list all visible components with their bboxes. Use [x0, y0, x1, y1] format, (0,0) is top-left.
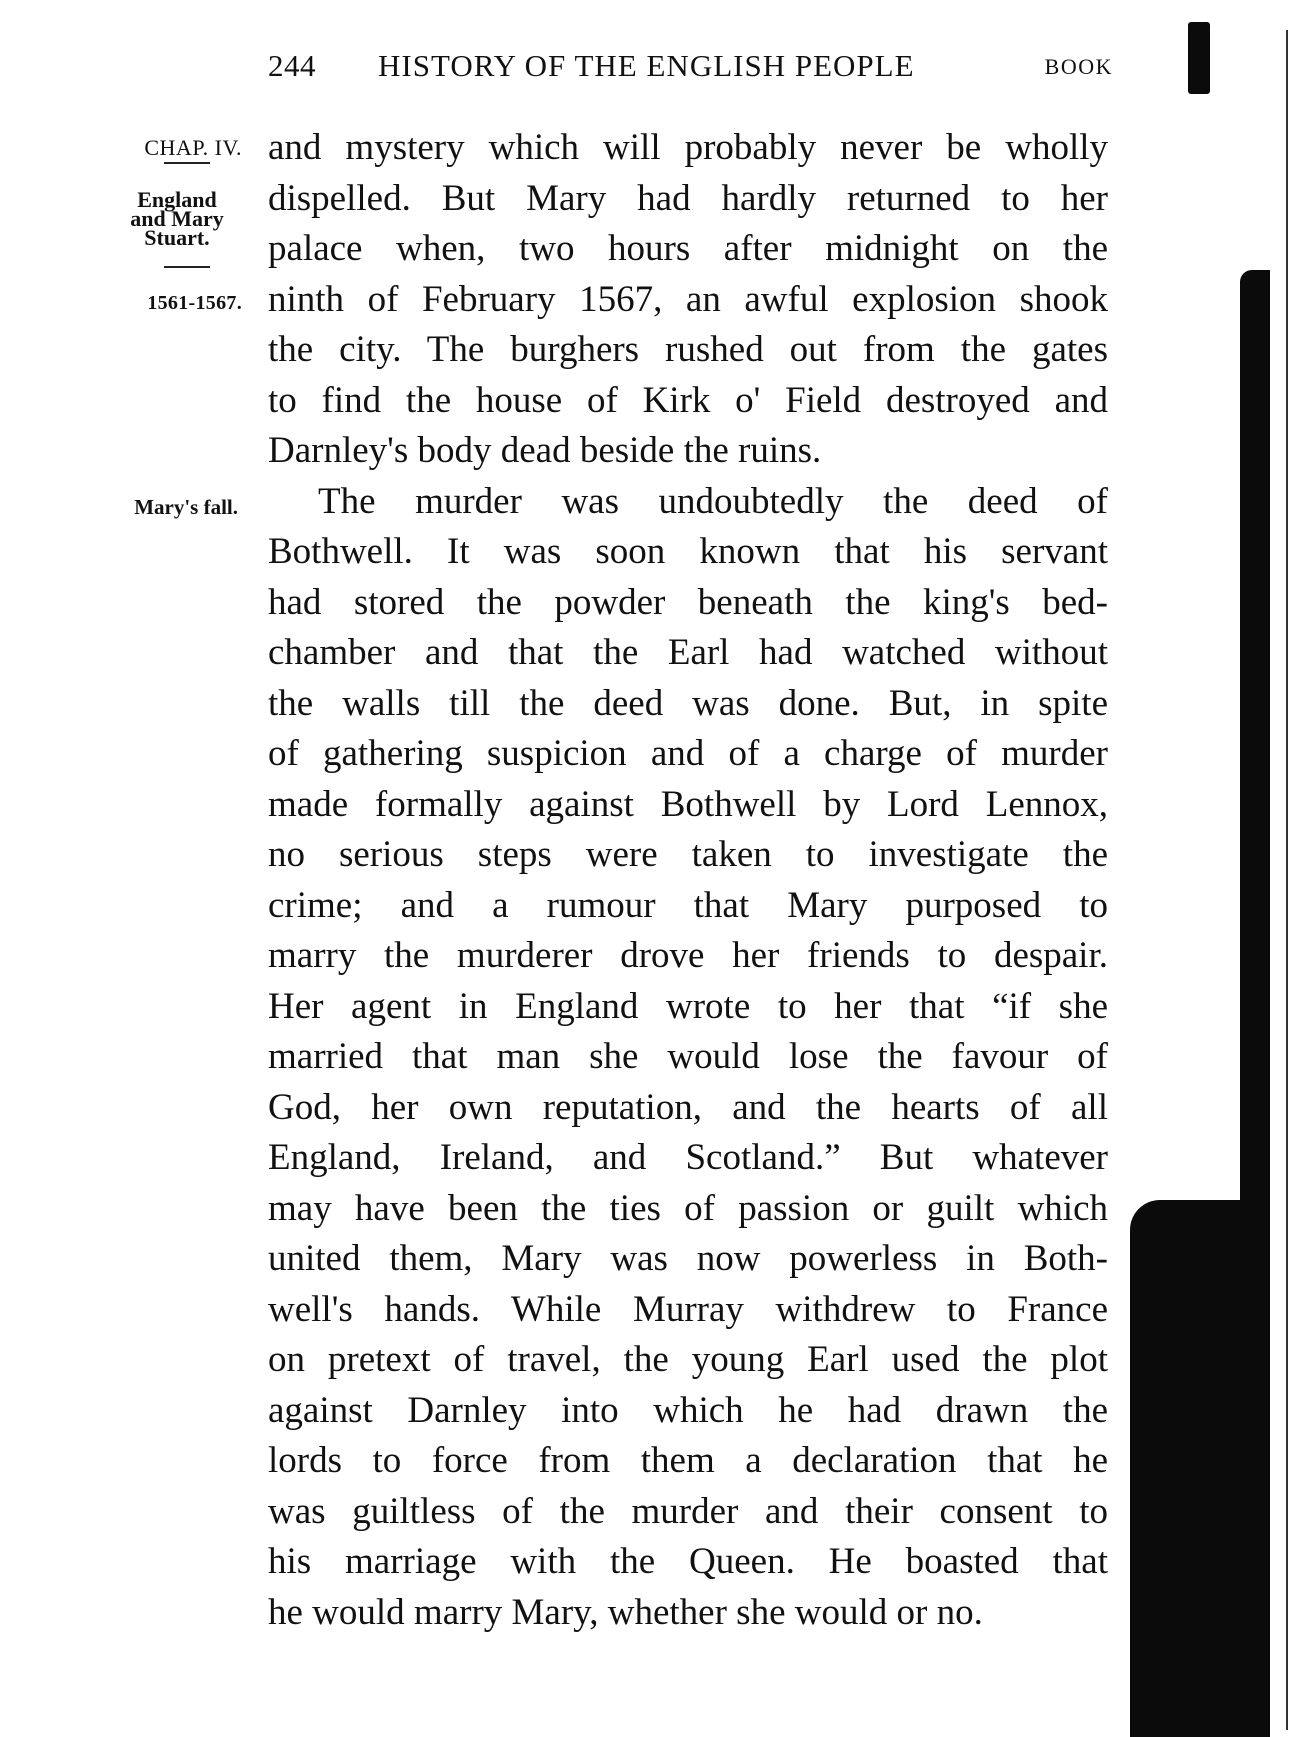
dates-note: 1561-1567.: [147, 292, 242, 314]
topic-line-3: Stuart.: [144, 225, 210, 250]
topic-line-1: England: [137, 187, 217, 212]
text-line: united them, Mary was now powerless in Both-: [268, 1238, 1108, 1279]
text-line: dispelled. But Mary had hardly returned to her: [268, 177, 1108, 219]
text-line: Bothwell. It was soon known that his servant: [268, 531, 1108, 572]
text-line: and mystery which will probably never be wholly: [268, 127, 1108, 168]
body-text: [268, 123, 1108, 1638]
text-line: married that man she would lose the favour of: [268, 1036, 1108, 1077]
text-line: lords to force from them a declaration that he: [268, 1440, 1108, 1481]
running-title: HISTORY OF THE ENGLISH PEOPLE: [378, 48, 915, 83]
text-line: palace when, two hours after midnight on the: [268, 228, 1108, 269]
text-line: to find the house of Kirk o' Field destroyed and: [268, 379, 1108, 421]
text-line: of gathering suspicion and of a charge of murder: [268, 733, 1108, 774]
text-line: may have been the ties of passion or guilt which: [268, 1187, 1108, 1229]
topic-line-2: and Mary: [130, 206, 224, 231]
text-line: God, her own reputation, and the hearts of all: [268, 1086, 1108, 1128]
scan-shadow-top: [1188, 22, 1210, 94]
text-line: he would marry Mary, whether she would or no.: [268, 1591, 983, 1633]
book-label: BOOK: [1044, 54, 1113, 79]
text-line: marry the murderer drove her friends to despair.: [268, 935, 1108, 976]
text-line: the city. The burghers rushed out from the gates: [268, 329, 1108, 370]
text-line: chamber and that the Earl had watched without: [268, 632, 1108, 673]
text-line: England, Ireland, and Scotland.” But whatever: [268, 1137, 1108, 1178]
text-line: The murder was undoubtedly the deed of: [318, 480, 1108, 522]
text-line: made formally against Bothwell by Lord Lennox,: [268, 783, 1108, 825]
text-line: Her agent in England wrote to her that “if she: [268, 985, 1108, 1027]
text-line: well's hands. While Murray withdrew to France: [268, 1288, 1108, 1330]
text-line: Darnley's body dead beside the ruins.: [268, 430, 822, 471]
page-number: 244: [268, 48, 316, 83]
topic-rule: [164, 266, 210, 268]
topic-note: [112, 187, 242, 250]
scan-edge-line: [1286, 30, 1288, 1730]
chapter-note: CHAP. IV.: [144, 135, 242, 160]
text-line: crime; and a rumour that Mary purposed to: [268, 884, 1108, 926]
paragraph-1: [268, 123, 1108, 477]
text-line: on pretext of travel, the young Earl used the plot: [268, 1339, 1108, 1380]
paragraph-2: [268, 477, 1108, 1639]
text-line: no serious steps were taken to investigate the: [268, 834, 1108, 875]
section-note: Mary's fall.: [134, 495, 238, 519]
text-line: ninth of February 1567, an awful explosion shook: [268, 278, 1108, 320]
text-line: had stored the powder beneath the king's bed-: [268, 581, 1108, 623]
running-header: [268, 48, 1113, 88]
text-line: was guiltless of the murder and their consent to: [268, 1490, 1108, 1532]
chapter-rule: [164, 162, 210, 164]
text-line: his marriage with the Queen. He boasted that: [268, 1541, 1108, 1582]
text-line: the walls till the deed was done. But, in spite: [268, 682, 1108, 724]
scan-shadow-bulge: [1130, 1200, 1270, 1737]
text-line: against Darnley into which he had drawn the: [268, 1389, 1108, 1431]
